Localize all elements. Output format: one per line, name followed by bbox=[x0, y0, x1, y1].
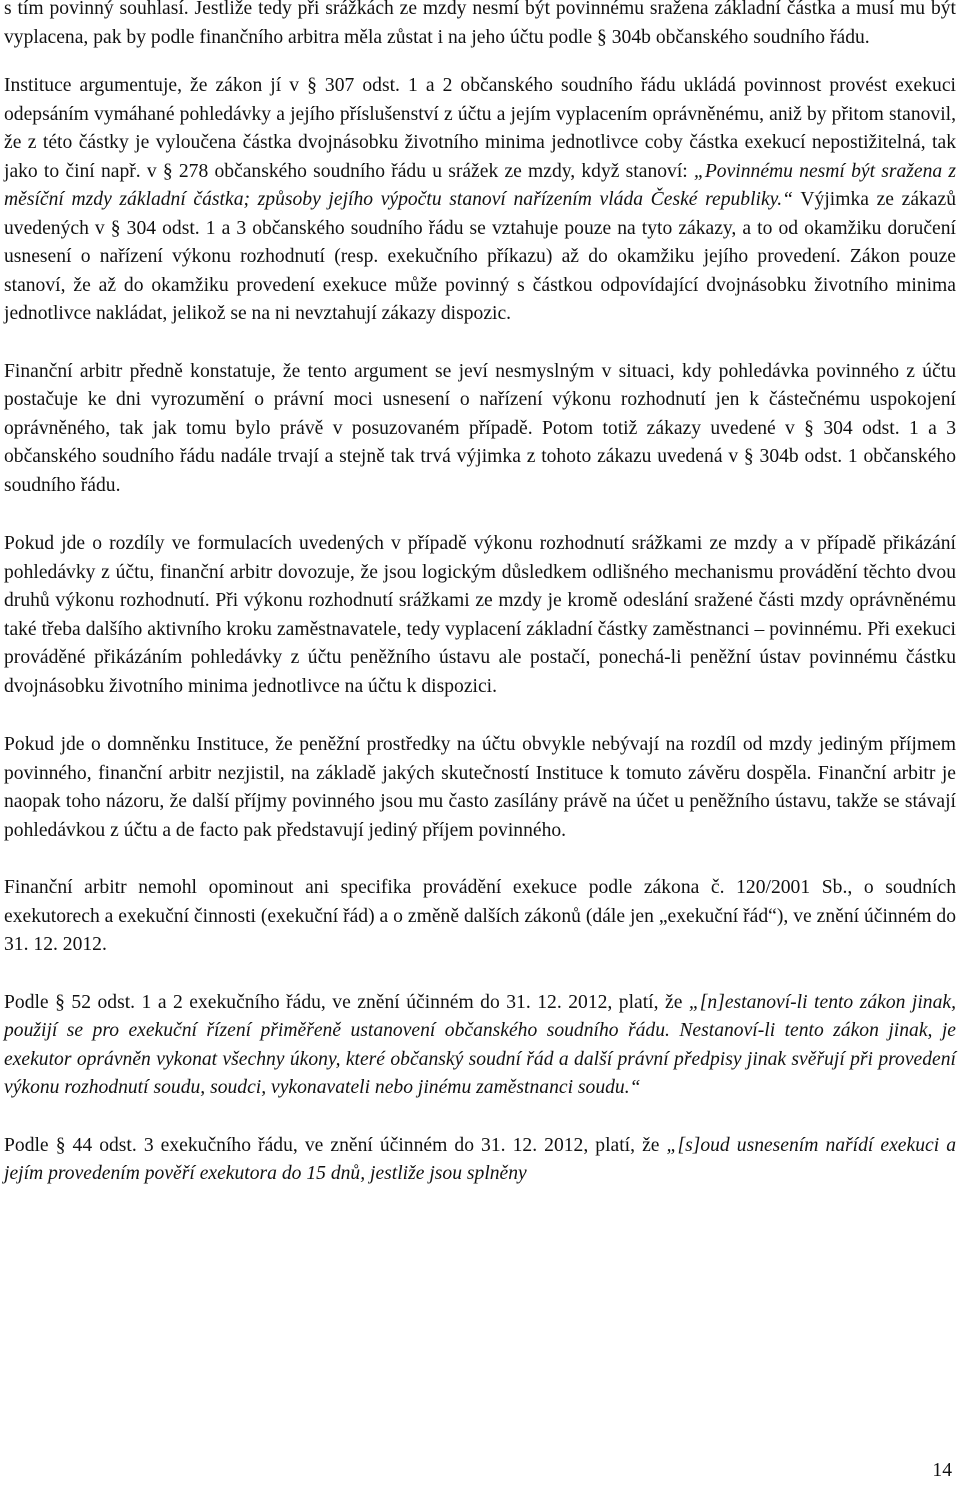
paragraph-3 bbox=[4, 358, 956, 501]
paragraph-5-text: Pokud jde o domněnku Instituce, že peněžní prostředky na účtu obvykle nebývají na rozdíl od mzdy jediným příjmem povinného, finanční arbitr nezjistil, na základě jakých skutečností Instituce k tomuto závěru dospěla. Finanční arbitr je naopak toho názoru, že další příjmy povinného jsou mu často zasílány právě na účet u peněžního ústavu, takže se stávají pohledávkou z účtu a de facto pak představují jediný příjem povinného. bbox=[4, 734, 956, 841]
paragraph-8-text: Podle § 44 odst. 3 exekučního řádu, ve znění účinném do 31. 12. 2012, platí, že bbox=[4, 1134, 667, 1156]
paragraph-1-text: s tím povinný souhlasí. Jestliže tedy při srážkách ze mzdy nesmí být povinnému sražena základní částka a musí mu být vyplacena, pak by podle finančního arbitra měla zůstat i na jeho účtu podle § 304b občanského soudního řádu. bbox=[4, 0, 956, 48]
page-number: 14 bbox=[932, 1460, 952, 1481]
paragraph-2-quotation: „Povinnému nesmí být sražena z měsíční mzdy základní částka; způsoby jejího výpočtu stanoví nařízením vláda České republiky.“ bbox=[4, 160, 956, 210]
paragraph-2-text: Instituce argumentuje, že zákon jí v § 307 odst. 1 a 2 občanského soudního řádu ukládá povinnost provést exekuci odepsáním vymáhané pohledávky a jejího příslušenství z účtu a jejím vyplacením oprávněnému, aniž by přitom stanovil, že z této částky je vyloučena částka dvojnásobku životního minima jednotlivce coby částka exekucí nepostižitelná, tak jako to činí např. v § 278 občanského soudního řádu u srážek ze mzdy, když stanoví: bbox=[4, 75, 956, 182]
document-page bbox=[4, 0, 956, 1189]
paragraph-6 bbox=[4, 874, 956, 960]
paragraph-7-text: Podle § 52 odst. 1 a 2 exekučního řádu, ve znění účinném do 31. 12. 2012, platí, že bbox=[4, 991, 689, 1013]
paragraph-7-quotation: „[n]estanoví-li tento zákon jinak, použijí se pro exekuční řízení přiměřeně ustanovení občanského soudního řádu. Nestanoví-li tento zákon jinak, je exekutor oprávněn vykonat všechny úkony, které občanský soudní řád a další právní předpisy jinak svěřují při provedení výkonu rozhodnutí soudu, soudci, vykonavateli nebo jinému zaměstnanci soudu.“ bbox=[4, 991, 956, 1098]
paragraph-5 bbox=[4, 731, 956, 845]
paragraph-4-text: Pokud jde o rozdíly ve formulacích uvedených v případě výkonu rozhodnutí srážkami ze mzdy a v případě přikázání pohledávky z účtu, finanční arbitr dovozuje, že jsou logickým důsledkem odlišného mechanismu provádění těchto dvou druhů výkonu rozhodnutí. Při výkonu rozhodnutí srážkami ze mzdy je kromě odeslání sražené části mzdy oprávněnému také třeba dalšího aktivního kroku zaměstnavatele, tedy vyplacení základní částky zaměstnanci – povinnému. Při exekuci prováděné přikázáním pohledávky z účtu peněžního ústavu ale postačí, ponechá-li peněžní ústav povinnému částku dvojnásobku životního minima jednotlivce na účtu k dispozici. bbox=[4, 533, 956, 697]
paragraph-4 bbox=[4, 530, 956, 701]
paragraph-8 bbox=[4, 1132, 956, 1189]
paragraph-7 bbox=[4, 989, 956, 1103]
paragraph-3-text: Finanční arbitr předně konstatuje, že tento argument se jeví nesmyslným v situaci, kdy pohledávka povinného z účtu postačuje ke dni vyrozumění o právní moci usnesení o nařízení výkonu rozhodnutí jen k částečnému uspokojení oprávněného, tak jak tomu bylo právě v posuzovaném případě. Potom totiž zákazy uvedené v § 304 odst. 1 a 3 občanského soudního řádu nadále trvají a stejně tak trvá výjimka z tohoto zákazu uvedená v § 304b odst. 1 občanského soudního řádu. bbox=[4, 360, 956, 496]
paragraph-8-quotation: „[s]oud usnesením nařídí exekuci a jejím provedením pověří exekutora do 15 dnů, jestliže jsou splněny bbox=[4, 1134, 956, 1184]
paragraph-2 bbox=[4, 72, 956, 329]
paragraph-1 bbox=[4, 0, 956, 52]
paragraph-2-text-continued: Výjimka ze zákazů uvedených v § 304 odst. 1 a 3 občanského soudního řádu se vztahuje pouze na tyto zákazy, a to od okamžiku doručení usnesení o nařízení výkonu rozhodnutí (resp. exekučního příkazu) až do okamžiku jejího provedení. Zákon pouze stanoví, že až do okamžiku provedení exekuce může povinný s částkou odpovídající dvojnásobku životního minima jednotlivce nakládat, jelikož se na ni nevztahují zákazy dispozic. bbox=[4, 189, 957, 324]
paragraph-6-text: Finanční arbitr nemohl opominout ani specifika provádění exekuce podle zákona č. 120/2001 Sb., o soudních exekutorech a exekuční činnosti (exekuční řád) a o změně dalších zákonů (dále jen „exekuční řád“), ve znění účinném do 31. 12. 2012. bbox=[4, 877, 956, 955]
